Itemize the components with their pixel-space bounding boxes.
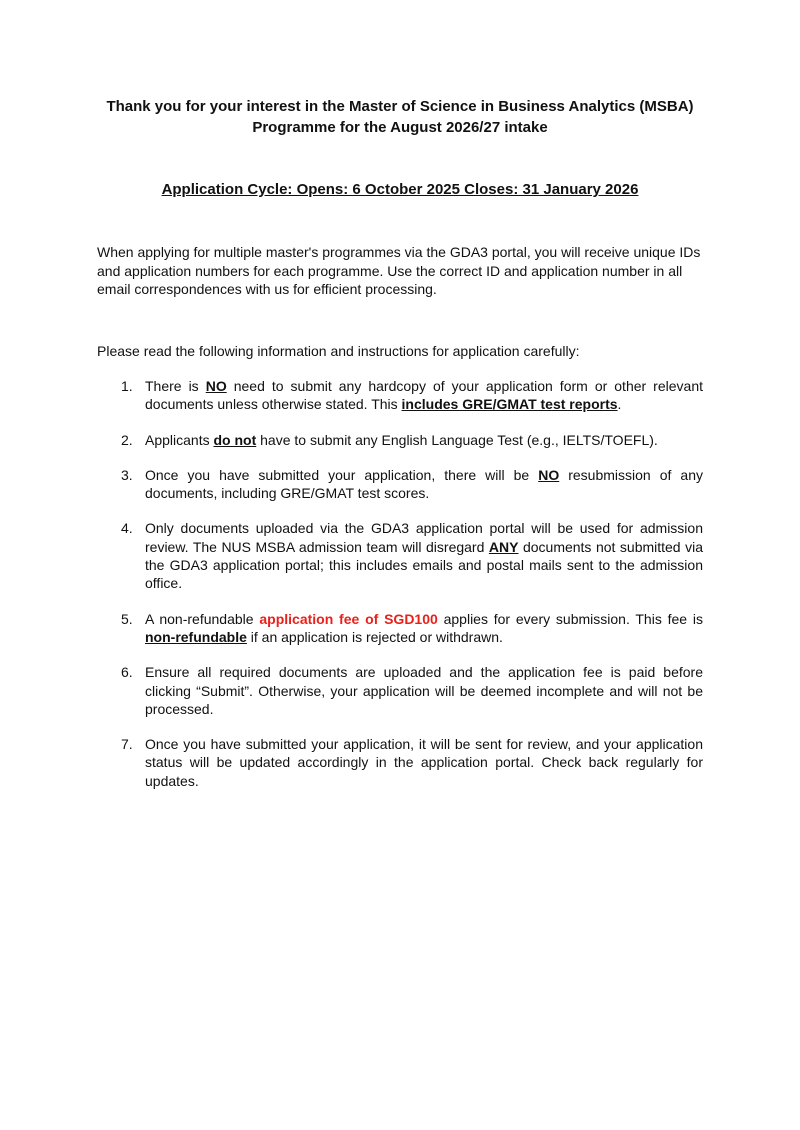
list-item	[97, 610, 703, 647]
title-line-1: Thank you for your interest in the Master of Science in Business Analytics (MSBA)	[106, 98, 694, 115]
emphasis-any: ANY	[488, 538, 519, 555]
emphasis-non-refundable: non-refundable	[145, 628, 247, 645]
application-fee-highlight: application fee of SGD100	[259, 610, 438, 627]
application-cycle-heading: Application Cycle: Opens: 6 October 2025 Closes: 31 January 2026	[161, 181, 639, 198]
item-text: Only documents uploaded via the GDA3 application portal will be used for admission review. The NUS MSBA admission team will disregard	[145, 520, 703, 555]
list-item	[97, 519, 703, 592]
item-text: applies for every submission. This fee is	[437, 610, 703, 627]
item-text: resubmission of any documents, including GRE/GMAT test scores.	[145, 466, 703, 502]
item-number: 1.	[121, 378, 133, 394]
item-number: 7.	[121, 736, 133, 753]
item-number: 5.	[121, 610, 133, 627]
emphasis-do-not: do not	[213, 431, 257, 448]
list-item	[97, 431, 703, 449]
list-item	[97, 466, 703, 503]
item-text: if an application is rejected or withdrawn.	[246, 628, 503, 645]
item-text: documents not submitted via the GDA3 application portal; this includes emails and postal mails sent to the admission office.	[145, 538, 703, 592]
item-number: 4.	[121, 520, 133, 537]
title-line-2: Programme for the August 2026/27 intake	[252, 119, 548, 136]
item-text: Once you have submitted your application, there will be	[145, 466, 539, 483]
item-text: There is	[145, 378, 206, 394]
item-text: Applicants	[145, 431, 214, 448]
item-text: A non-refundable	[145, 610, 260, 627]
emphasis-gre-gmat: includes GRE/GMAT test reports	[401, 396, 618, 413]
list-item	[97, 663, 703, 718]
page-title	[60, 96, 740, 138]
item-text: Ensure all required documents are uploaded and the application fee is paid before clicking “Submit”. Otherwise, your application will be deemed incomplete and will not be processed.	[145, 664, 703, 717]
item-number: 3.	[121, 466, 133, 483]
item-number: 2.	[121, 431, 133, 448]
item-text: have to submit any English Language Test (e.g., IELTS/TOEFL).	[256, 431, 658, 448]
emphasis-no: NO	[538, 466, 560, 483]
item-text: Once you have submitted your application, it will be sent for review, and your application status will be updated accordingly in the application portal. Check back regularly for updates.	[145, 736, 703, 789]
item-text: need to submit any hardcopy of your application form or other relevant documents unless otherwise stated. This	[145, 378, 703, 413]
emphasis-no: NO	[205, 378, 227, 394]
instructions-lead: Please read the following information and instructions for application carefully:	[97, 343, 580, 359]
instructions-list	[97, 377, 703, 807]
intro-paragraph: When applying for multiple master's programmes via the GDA3 portal, you will receive unique IDs and application numbers for each programme. Use the correct ID and application number in all email correspondences with us for efficient processing.	[97, 244, 701, 297]
list-item	[97, 377, 703, 414]
list-item	[97, 735, 703, 790]
item-text: .	[617, 396, 622, 413]
item-number: 6.	[121, 664, 133, 681]
